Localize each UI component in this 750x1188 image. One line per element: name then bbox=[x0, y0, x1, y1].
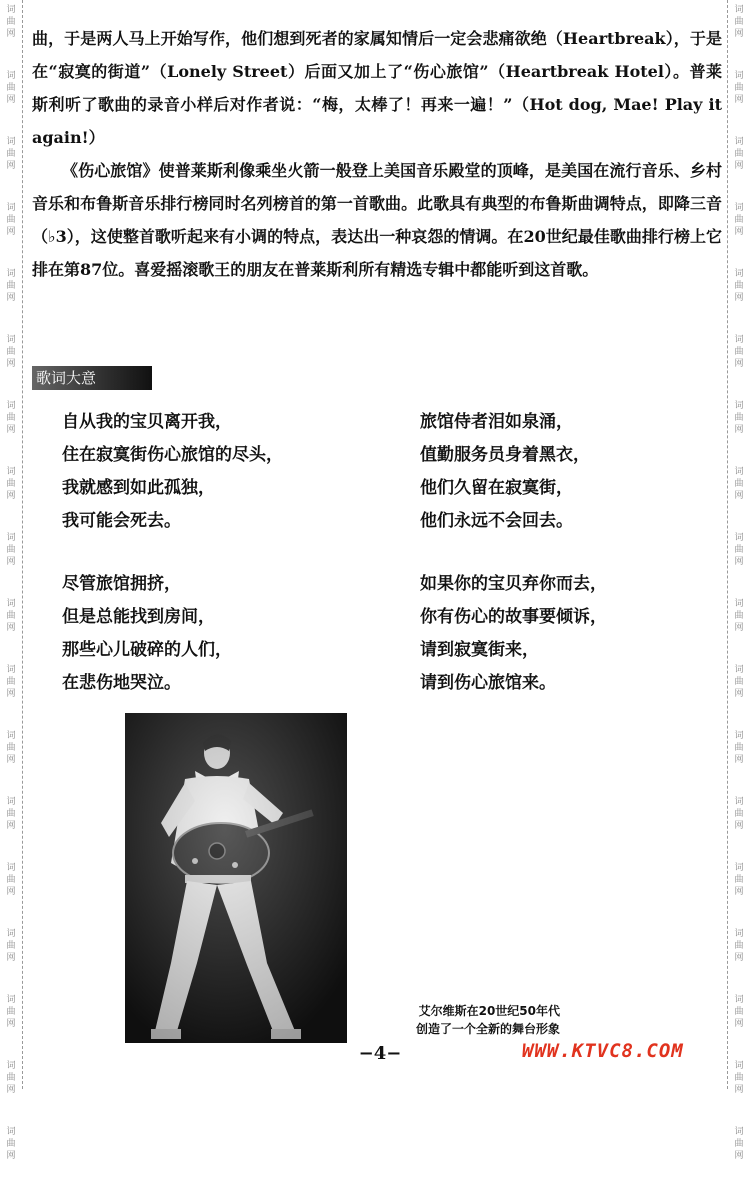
section-heading-lyrics-meaning: 歌词大意 bbox=[32, 366, 152, 390]
watermark-char: 曲 bbox=[6, 281, 16, 291]
watermark-char: 曲 bbox=[6, 809, 16, 819]
margin-watermark-block bbox=[0, 528, 22, 594]
watermark-char: 曲 bbox=[6, 149, 16, 159]
margin-watermark-block bbox=[728, 1056, 750, 1122]
elvis-performance-photo bbox=[125, 713, 347, 1043]
margin-watermark-block bbox=[0, 0, 22, 66]
watermark-char: 词 bbox=[6, 665, 16, 675]
watermark-char: 词 bbox=[6, 533, 16, 543]
margin-watermark-block bbox=[728, 528, 750, 594]
watermark-char: 曲 bbox=[6, 545, 16, 555]
watermark-char: 网 bbox=[734, 1085, 744, 1095]
watermark-char: 曲 bbox=[6, 17, 16, 27]
watermark-char: 网 bbox=[734, 623, 744, 633]
watermark-char: 曲 bbox=[6, 875, 16, 885]
watermark-char: 网 bbox=[6, 293, 16, 303]
watermark-char: 曲 bbox=[734, 611, 744, 621]
margin-watermark-block bbox=[728, 990, 750, 1056]
lyric-line: 在悲伤地哭泣。 bbox=[62, 673, 181, 693]
watermark-char: 曲 bbox=[6, 677, 16, 687]
paragraph-1: 曲，于是两人马上开始写作，他们想到死者的家属知情后一定会悲痛欲绝（Heartbreak），于是在“寂寞的街道”（Lonely Street）后面又加上了“伤心旅馆”（Heartbreak Hotel）。普莱斯利听了歌曲的录音小样后对作者说：“梅，太棒了！再来一遍！”（Hot dog, Mae! Play it again!） bbox=[32, 29, 722, 147]
caption-line-2: 创造了一个全新的舞台形象 bbox=[415, 1022, 560, 1036]
margin-watermark-block bbox=[0, 264, 22, 330]
lyric-line: 旅馆侍者泪如泉涌， bbox=[420, 412, 573, 432]
margin-watermark-block bbox=[0, 1122, 22, 1188]
watermark-char: 词 bbox=[734, 71, 744, 81]
watermark-char: 词 bbox=[734, 533, 744, 543]
watermark-char: 网 bbox=[6, 227, 16, 237]
watermark-char: 曲 bbox=[6, 413, 16, 423]
lyric-line: 但是总能找到房间， bbox=[62, 607, 215, 627]
watermark-char: 网 bbox=[734, 359, 744, 369]
watermark-char: 词 bbox=[734, 269, 744, 279]
watermark-char: 网 bbox=[6, 755, 16, 765]
margin-watermark-block bbox=[0, 924, 22, 990]
watermark-char: 词 bbox=[734, 797, 744, 807]
photo-caption bbox=[350, 1002, 560, 1038]
watermark-char: 网 bbox=[6, 1019, 16, 1029]
margin-watermark-block bbox=[728, 264, 750, 330]
watermark-char: 曲 bbox=[734, 17, 744, 27]
watermark-char: 网 bbox=[6, 887, 16, 897]
watermark-char: 词 bbox=[734, 203, 744, 213]
margin-watermark-block bbox=[0, 66, 22, 132]
watermark-char: 曲 bbox=[734, 149, 744, 159]
article-body bbox=[32, 22, 722, 286]
watermark-char: 网 bbox=[734, 557, 744, 567]
watermark-char: 曲 bbox=[6, 1007, 16, 1017]
watermark-char: 词 bbox=[734, 731, 744, 741]
lyric-line: 他们久留在寂寞街， bbox=[420, 478, 573, 498]
lyrics-right-column bbox=[420, 406, 607, 730]
margin-watermark-block bbox=[728, 66, 750, 132]
watermark-char: 网 bbox=[6, 161, 16, 171]
watermark-char: 网 bbox=[6, 1085, 16, 1095]
lyric-line: 你有伤心的故事要倾诉， bbox=[420, 607, 607, 627]
watermark-char: 曲 bbox=[734, 1007, 744, 1017]
margin-watermark-block bbox=[0, 396, 22, 462]
watermark-char: 网 bbox=[734, 227, 744, 237]
watermark-char: 曲 bbox=[734, 1073, 744, 1083]
watermark-char: 词 bbox=[6, 203, 16, 213]
margin-watermark-block bbox=[728, 132, 750, 198]
lyric-line: 我可能会死去。 bbox=[62, 511, 181, 531]
watermark-char: 曲 bbox=[734, 545, 744, 555]
lyric-line: 那些心儿破碎的人们， bbox=[62, 640, 232, 660]
watermark-char: 曲 bbox=[734, 809, 744, 819]
watermark-char: 词 bbox=[6, 797, 16, 807]
watermark-char: 曲 bbox=[734, 875, 744, 885]
watermark-char: 网 bbox=[734, 491, 744, 501]
watermark-char: 曲 bbox=[6, 479, 16, 489]
watermark-char: 曲 bbox=[734, 941, 744, 951]
watermark-char: 曲 bbox=[734, 479, 744, 489]
margin-watermark-block bbox=[0, 858, 22, 924]
watermark-char: 曲 bbox=[6, 743, 16, 753]
watermark-char: 曲 bbox=[6, 347, 16, 357]
watermark-char: 网 bbox=[734, 821, 744, 831]
watermark-char: 曲 bbox=[6, 83, 16, 93]
watermark-char: 网 bbox=[6, 821, 16, 831]
watermark-char: 网 bbox=[6, 491, 16, 501]
lyric-line: 自从我的宝贝离开我， bbox=[62, 412, 232, 432]
watermark-char: 网 bbox=[734, 293, 744, 303]
margin-watermark-block bbox=[728, 462, 750, 528]
margin-watermark-block bbox=[728, 924, 750, 990]
watermark-char: 网 bbox=[6, 359, 16, 369]
margin-watermark-block bbox=[728, 396, 750, 462]
watermark-char: 曲 bbox=[6, 1139, 16, 1149]
watermark-char: 词 bbox=[6, 5, 16, 15]
watermark-char: 网 bbox=[734, 1019, 744, 1029]
watermark-char: 词 bbox=[734, 1127, 744, 1137]
margin-watermark-block bbox=[0, 990, 22, 1056]
watermark-char: 词 bbox=[734, 863, 744, 873]
watermark-char: 网 bbox=[6, 623, 16, 633]
watermark-char: 词 bbox=[6, 929, 16, 939]
margin-watermark-block bbox=[728, 792, 750, 858]
margin-watermark-block bbox=[0, 1056, 22, 1122]
watermark-char: 曲 bbox=[734, 281, 744, 291]
watermark-char: 网 bbox=[6, 95, 16, 105]
watermark-char: 词 bbox=[6, 467, 16, 477]
watermark-char: 网 bbox=[734, 689, 744, 699]
watermark-char: 词 bbox=[734, 599, 744, 609]
margin-watermark-block bbox=[728, 726, 750, 792]
left-margin-watermark bbox=[0, 0, 23, 1161]
watermark-char: 曲 bbox=[6, 215, 16, 225]
watermark-char: 词 bbox=[6, 137, 16, 147]
site-watermark-url: WWW.KTVC8.COM bbox=[522, 1040, 684, 1062]
watermark-char: 曲 bbox=[6, 611, 16, 621]
watermark-char: 网 bbox=[6, 29, 16, 39]
watermark-char: 词 bbox=[734, 5, 744, 15]
lyric-line: 他们永远不会回去。 bbox=[420, 511, 573, 531]
watermark-char: 词 bbox=[734, 401, 744, 411]
margin-watermark-block bbox=[0, 330, 22, 396]
watermark-char: 曲 bbox=[734, 677, 744, 687]
watermark-char: 词 bbox=[6, 71, 16, 81]
paragraph-2: 《伤心旅馆》使普莱斯利像乘坐火箭一般登上美国音乐殿堂的顶峰，是美国在流行音乐、乡村音乐和布鲁斯音乐排行榜同时名列榜首的第一首歌曲。此歌具有典型的布鲁斯曲调特点，即降三音（♭3），这使整首歌听起来有小调的特点，表达出一种哀怨的情调。在20世纪最佳歌曲排行榜上它排在第87位。喜爱摇滚歌王的朋友在普莱斯利所有精选专辑中都能听到这首歌。 bbox=[32, 161, 722, 279]
lyric-line: 尽管旅馆拥挤， bbox=[62, 574, 181, 594]
watermark-char: 曲 bbox=[6, 1073, 16, 1083]
watermark-char: 网 bbox=[6, 1151, 16, 1161]
watermark-char: 网 bbox=[734, 425, 744, 435]
margin-watermark-block bbox=[0, 660, 22, 726]
watermark-char: 词 bbox=[734, 137, 744, 147]
watermark-char: 词 bbox=[734, 467, 744, 477]
watermark-char: 词 bbox=[734, 1061, 744, 1071]
performer-silhouette-image bbox=[125, 713, 347, 1043]
watermark-char: 曲 bbox=[734, 215, 744, 225]
margin-watermark-block bbox=[0, 462, 22, 528]
margin-watermark-block bbox=[728, 858, 750, 924]
lyrics-stanza bbox=[420, 568, 607, 700]
watermark-char: 曲 bbox=[734, 347, 744, 357]
watermark-char: 网 bbox=[6, 425, 16, 435]
margin-watermark-block bbox=[0, 132, 22, 198]
lyric-line: 值勤服务员身着黑衣， bbox=[420, 445, 590, 465]
watermark-char: 曲 bbox=[734, 743, 744, 753]
lyric-line: 请到寂寞街来， bbox=[420, 640, 539, 660]
margin-watermark-block bbox=[0, 726, 22, 792]
watermark-char: 网 bbox=[734, 1151, 744, 1161]
right-margin-watermark bbox=[727, 0, 750, 1161]
watermark-char: 词 bbox=[734, 665, 744, 675]
lyric-line: 住在寂寞街伤心旅馆的尽头， bbox=[62, 445, 283, 465]
margin-watermark-block bbox=[0, 198, 22, 264]
watermark-char: 网 bbox=[734, 161, 744, 171]
watermark-char: 曲 bbox=[734, 1139, 744, 1149]
margin-watermark-block bbox=[728, 198, 750, 264]
watermark-char: 词 bbox=[6, 335, 16, 345]
watermark-char: 词 bbox=[734, 995, 744, 1005]
lyric-line: 如果你的宝贝弃你而去， bbox=[420, 574, 607, 594]
watermark-char: 词 bbox=[6, 401, 16, 411]
margin-watermark-block bbox=[728, 594, 750, 660]
watermark-char: 网 bbox=[734, 29, 744, 39]
watermark-char: 词 bbox=[6, 1061, 16, 1071]
lyrics-left-column bbox=[62, 406, 283, 730]
lyrics-stanza bbox=[62, 568, 283, 700]
watermark-char: 网 bbox=[6, 953, 16, 963]
margin-watermark-block bbox=[728, 1122, 750, 1188]
watermark-char: 曲 bbox=[734, 413, 744, 423]
watermark-char: 词 bbox=[6, 269, 16, 279]
watermark-char: 曲 bbox=[6, 941, 16, 951]
lyrics-stanza bbox=[62, 406, 283, 538]
margin-watermark-block bbox=[728, 660, 750, 726]
page-number: −4− bbox=[358, 1043, 402, 1064]
lyric-line: 请到伤心旅馆来。 bbox=[420, 673, 556, 693]
watermark-char: 词 bbox=[6, 863, 16, 873]
watermark-char: 词 bbox=[6, 995, 16, 1005]
margin-watermark-block bbox=[728, 0, 750, 66]
watermark-char: 词 bbox=[734, 335, 744, 345]
watermark-char: 网 bbox=[734, 95, 744, 105]
watermark-char: 网 bbox=[6, 689, 16, 699]
caption-line-1: 艾尔维斯在20世纪50年代 bbox=[418, 1004, 560, 1018]
watermark-char: 网 bbox=[734, 755, 744, 765]
lyric-line: 我就感到如此孤独， bbox=[62, 478, 215, 498]
margin-watermark-block bbox=[728, 330, 750, 396]
watermark-char: 词 bbox=[6, 731, 16, 741]
watermark-char: 词 bbox=[6, 599, 16, 609]
watermark-char: 网 bbox=[734, 953, 744, 963]
lyrics-stanza bbox=[420, 406, 607, 538]
margin-watermark-block bbox=[0, 792, 22, 858]
watermark-char: 网 bbox=[6, 557, 16, 567]
margin-watermark-block bbox=[0, 594, 22, 660]
watermark-char: 词 bbox=[6, 1127, 16, 1137]
watermark-char: 网 bbox=[734, 887, 744, 897]
watermark-char: 词 bbox=[734, 929, 744, 939]
watermark-char: 曲 bbox=[734, 83, 744, 93]
